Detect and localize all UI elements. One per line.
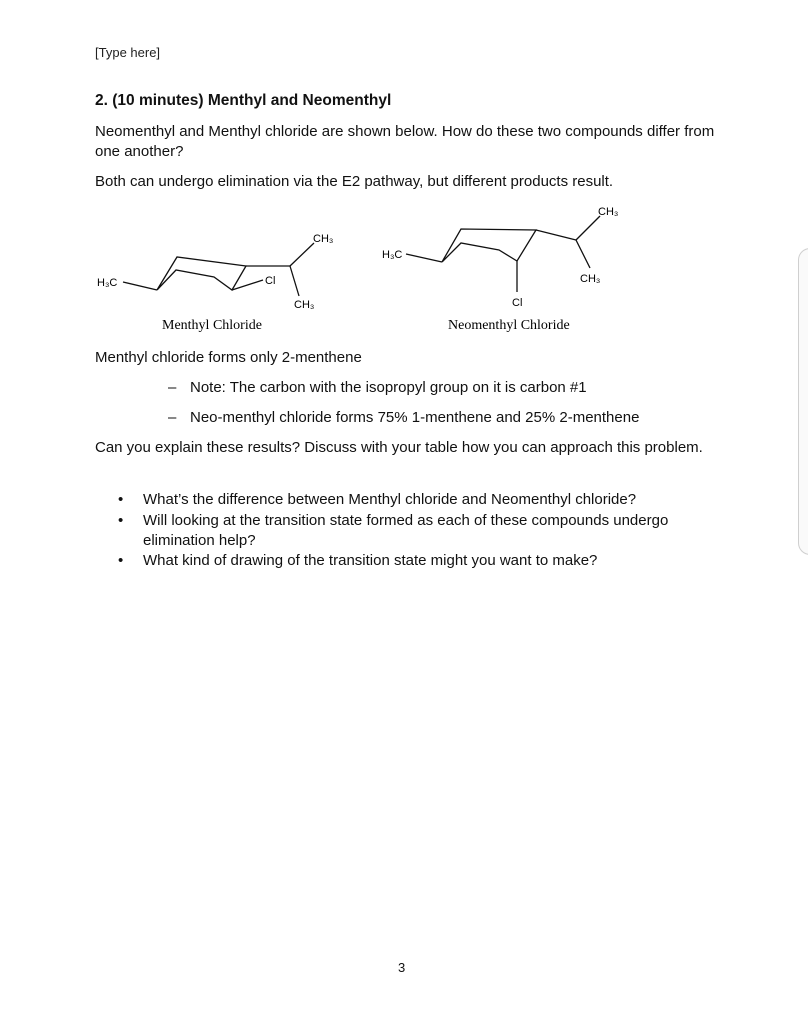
menthyl-cl-label: Cl	[265, 275, 276, 287]
neomenthyl-ch3-top-label: CH₃	[598, 206, 619, 218]
list-item	[168, 408, 639, 438]
dash-marker: –	[168, 409, 177, 426]
section-heading: 2. (10 minutes) Menthyl and Neomenthyl	[95, 92, 392, 109]
question-text: What’s the difference between Menthyl chloride and Neomenthyl chloride?	[143, 491, 637, 508]
neomenthyl-cl-label: Cl	[512, 297, 523, 309]
menthyl-bond-methyl	[123, 282, 157, 290]
page-header: [Type here]	[95, 45, 161, 60]
questions-list	[118, 490, 718, 572]
page-number: 3	[398, 960, 406, 975]
note-text: Neo-menthyl chloride forms 75% 1-menthene and 25% 2-menthene	[190, 409, 640, 426]
neomenthyl-caption: Neomenthyl Chloride	[448, 318, 570, 333]
bullet-marker: •	[118, 511, 124, 529]
dash-marker: –	[168, 379, 177, 396]
side-panel-handle[interactable]	[798, 248, 808, 555]
menthyl-h3c-label: H₃C	[97, 277, 118, 289]
neomenthyl-bond-isopropyl	[536, 230, 576, 240]
intro-paragraph: Neomenthyl and Menthyl chloride are shown below. How do these two compounds differ from one another?	[95, 123, 715, 160]
question-text: What kind of drawing of the transition state might you want to make?	[143, 552, 598, 569]
list-item	[118, 511, 718, 551]
note-text: Note: The carbon with the isopropyl group on it is carbon #1	[190, 379, 587, 396]
notes-list	[168, 378, 639, 438]
list-item	[168, 378, 639, 408]
neomenthyl-ch3-bottom-label: CH₃	[580, 273, 601, 285]
list-item	[118, 490, 718, 510]
structures-figure	[0, 195, 700, 340]
menthyl-caption: Menthyl Chloride	[162, 318, 262, 333]
neomenthyl-bond-ch3-bottom	[576, 240, 590, 268]
menthyl-ch3-top-label: CH₃	[313, 233, 334, 245]
menthyl-result-paragraph: Menthyl chloride forms only 2-menthene	[95, 349, 362, 366]
discussion-paragraph: Can you explain these results? Discuss with your table how you can approach this problem.	[95, 439, 703, 456]
menthyl-ring	[157, 257, 246, 290]
menthyl-ch3-bottom-label: CH₃	[294, 299, 315, 311]
question-text: Will looking at the transition state formed as each of these compounds undergo elimination help?	[143, 511, 669, 549]
bullet-marker: •	[118, 491, 124, 508]
bullet-marker: •	[118, 552, 124, 569]
neomenthyl-bond-methyl	[406, 254, 442, 262]
menthyl-chloride-structure	[123, 243, 314, 296]
neomenthyl-chloride-structure	[406, 216, 600, 292]
neomenthyl-h3c-label: H₃C	[382, 249, 403, 261]
neomenthyl-ring	[442, 229, 536, 262]
menthyl-bond-ch3-top	[290, 243, 314, 266]
neomenthyl-bond-ch3-top	[576, 216, 600, 240]
list-item	[118, 551, 718, 571]
elimination-paragraph: Both can undergo elimination via the E2 pathway, but different products result.	[95, 173, 614, 190]
menthyl-bond-ch3-bottom	[290, 266, 299, 296]
